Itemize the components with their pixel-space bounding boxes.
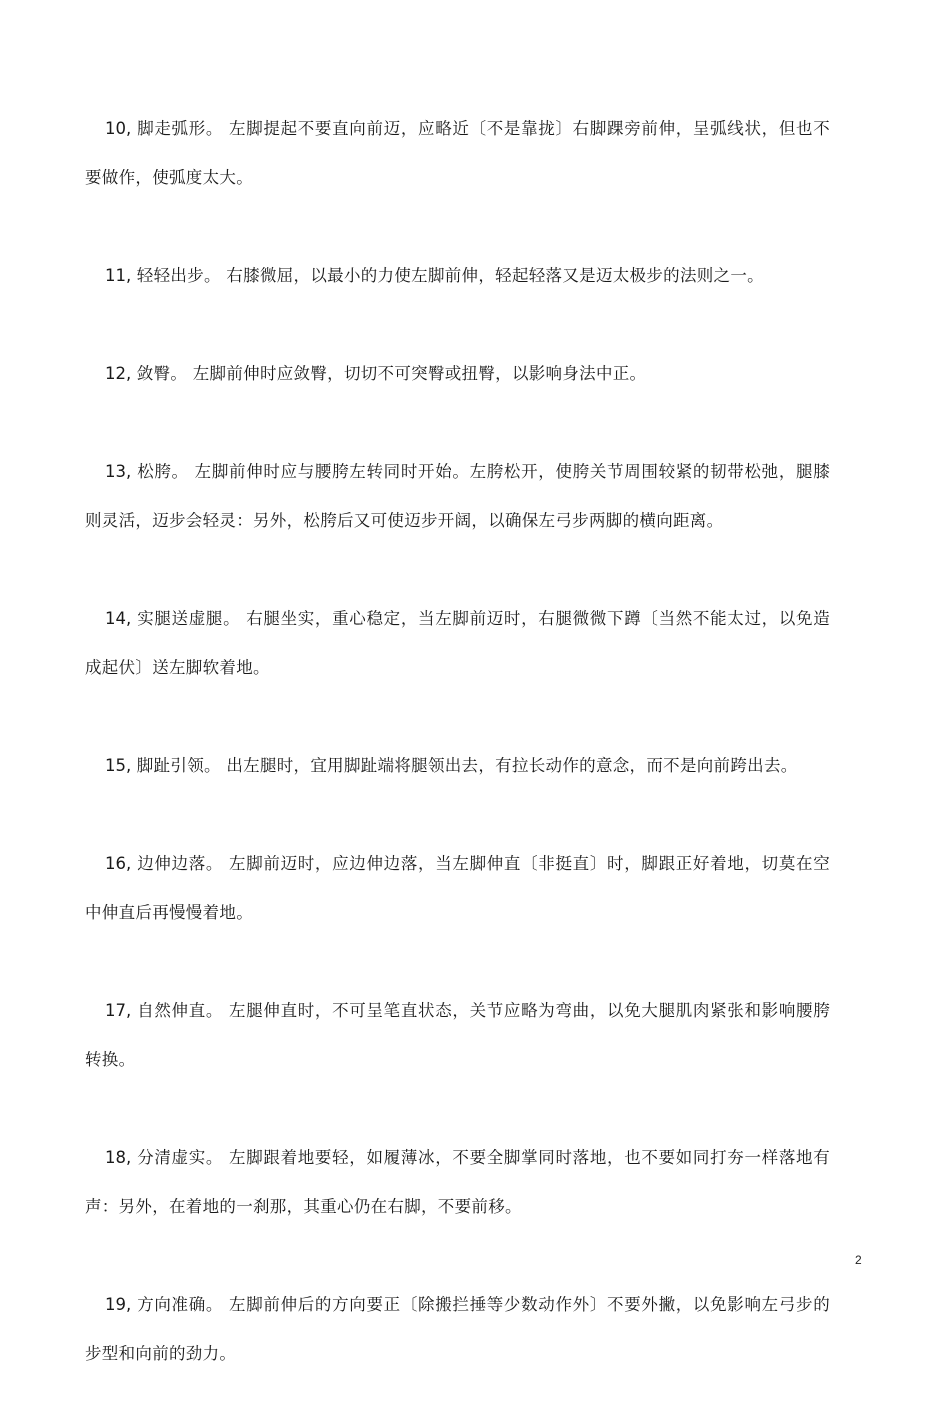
- paragraph-text: 脚趾引领。 出左腿时，宜用脚趾端将腿领出去，有拉长动作的意念，而不是向前跨出去。: [136, 756, 798, 775]
- item-number: 19,: [105, 1295, 132, 1314]
- paragraph-17: [85, 986, 830, 1084]
- item-number: 12,: [105, 364, 132, 383]
- paragraph-text: 轻轻出步。 右膝微屈，以最小的力使左脚前伸，轻起轻落又是迈太极步的法则之一。: [136, 266, 764, 285]
- paragraph-text: 分清虚实。 左脚跟着地要轻，如履薄冰，不要全脚掌同时落地，也不要如同打夯一样落地有声：另外，在着地的一刹那，其重心仍在右脚，不要前移。: [85, 1148, 831, 1216]
- paragraph-text: 自然伸直。 左腿伸直时，不可呈笔直状态，关节应略为弯曲，以免大腿肌肉紧张和影响腰胯转换。: [85, 1001, 831, 1069]
- paragraph-12: [85, 349, 830, 398]
- item-number: 14,: [105, 609, 132, 628]
- paragraph-19: [85, 1280, 830, 1378]
- paragraph-10: [85, 104, 830, 202]
- paragraph-text: 方向准确。 左脚前伸后的方向要正〔除搬拦捶等少数动作外〕不要外撇，以免影响左弓步的步型和向前的劲力。: [85, 1295, 831, 1363]
- paragraph-text: 脚走弧形。 左脚提起不要直向前迈，应略近〔不是靠拢〕右脚踝旁前伸，呈弧线状，但也不要做作，使弧度太大。: [85, 119, 831, 187]
- paragraph-text: 边伸边落。 左脚前迈时，应边伸边落，当左脚伸直〔非挺直〕时，脚跟正好着地，切莫在空中伸直后再慢慢着地。: [85, 854, 831, 922]
- document-body: [85, 104, 830, 1427]
- item-number: 10,: [105, 119, 132, 138]
- item-number: 17,: [105, 1001, 132, 1020]
- paragraph-15: [85, 741, 830, 790]
- item-number: 16,: [105, 854, 132, 873]
- item-number: 18,: [105, 1148, 132, 1167]
- item-number: 15,: [105, 756, 132, 775]
- item-number: 13,: [105, 462, 132, 481]
- paragraph-text: 实腿送虚腿。 右腿坐实，重心稳定，当左脚前迈时，右腿微微下蹲〔当然不能太过，以免造成起伏〕送左脚软着地。: [85, 609, 831, 677]
- paragraph-14: [85, 594, 830, 692]
- item-number: 11,: [105, 266, 132, 285]
- page-number: 2: [855, 1253, 862, 1267]
- paragraph-13: [85, 447, 830, 545]
- paragraph-18: [85, 1133, 830, 1231]
- paragraph-text: 敛臀。 左脚前伸时应敛臀，切切不可突臀或扭臀，以影响身法中正。: [136, 364, 647, 383]
- paragraph-11: [85, 251, 830, 300]
- paragraph-16: [85, 839, 830, 937]
- paragraph-text: 松胯。 左脚前伸时应与腰胯左转同时开始。左胯松开，使胯关节周围较紧的韧带松弛，腿膝则灵活，迈步会轻灵：另外，松胯后又可使迈步开阔，以确保左弓步两脚的横向距离。: [85, 462, 831, 530]
